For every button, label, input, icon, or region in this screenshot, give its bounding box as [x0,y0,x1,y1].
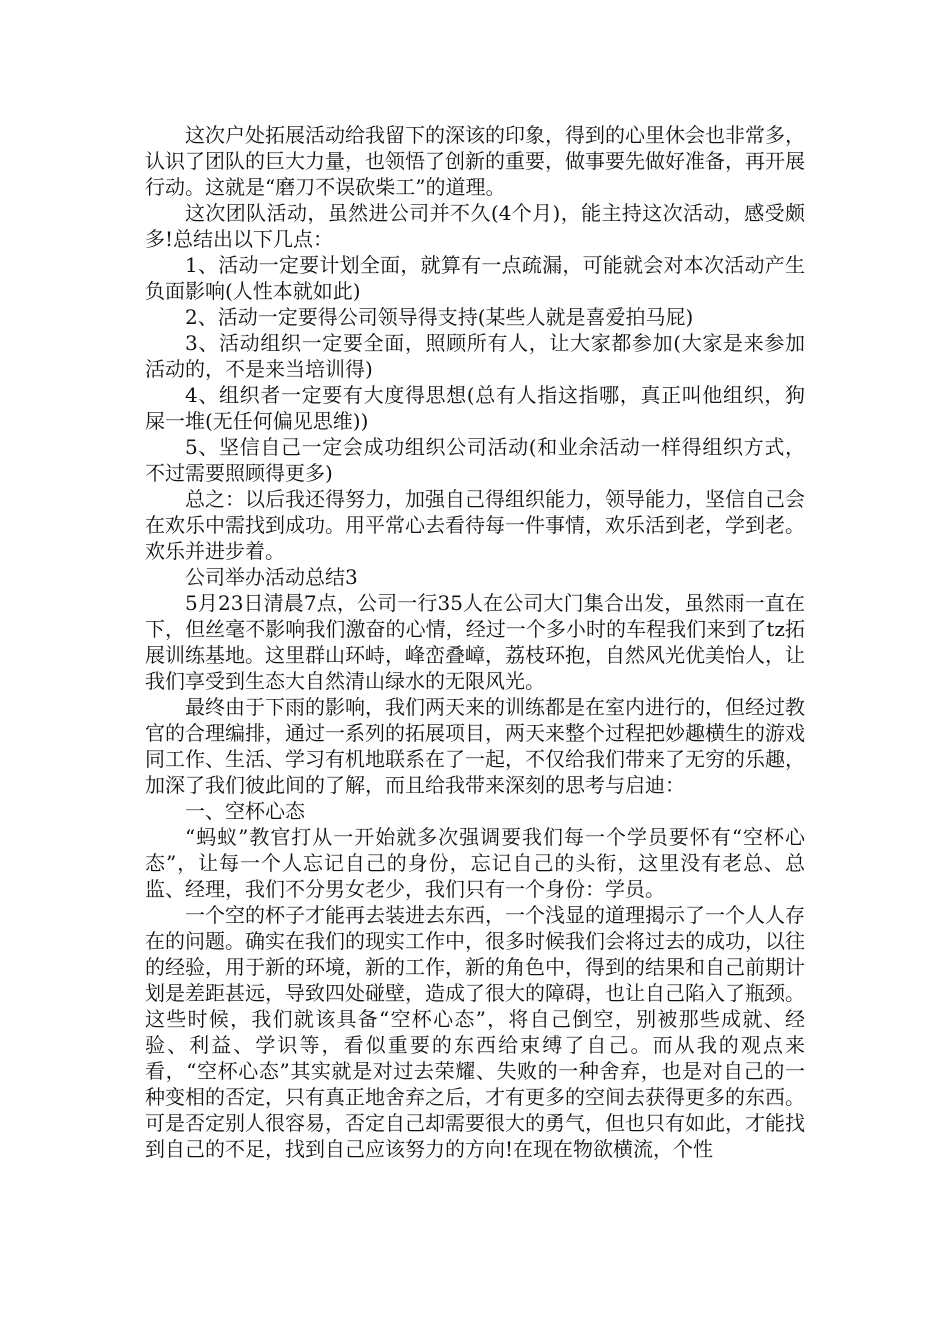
paragraph-summary: 总之：以后我还得努力，加强自己得组织能力，领导能力，坚信自己会在欢乐中需找到成功。用平常心去看待每一件事情，欢乐活到老，学到老。欢乐并进步着。 [145,487,805,563]
paragraph-reflection-intro: 这次户处拓展活动给我留下的深该的印象，得到的心里休会也非常多，认识了团队的巨大力量，也领悟了创新的重要，做事要先做好准备，再开展行动。这就是“磨刀不误砍柴工”的道理。 [145,123,805,199]
paragraph-point-5: 5、坚信自己一定会成功组织公司活动(和业余活动一样得组织方式，不过需要照顾得更多) [145,435,805,485]
paragraph-team-activity: 这次团队活动，虽然进公司并不久(4个月)，能主持这次活动，感受颇多!总结出以下几点： [145,201,805,251]
paragraph-instructor: “蚂蚁”教官打从一开始就多次强调要我们每一个学员要怀有“空杯心态”，让每一个人忘记自己的身份，忘记自己的头衔，这里没有老总、总监、经理，我们不分男女老少，我们只有一个身份：学员。 [145,825,805,901]
paragraph-point-1: 1、活动一定要计划全面，就算有一点疏漏，可能就会对本次活动产生负面影响(人性本就如此) [145,253,805,303]
section-heading-summary-3: 公司举办活动总结3 [185,565,358,589]
paragraph-indoor-training: 最终由于下雨的影响，我们两天来的训练都是在室内进行的，但经过教官的合理编排，通过一系列的拓展项目，两天来整个过程把妙趣横生的游戏同工作、生活、学习有机地联系在了一起，不仅给我们带来了无穷的乐趣，加深了我们彼此间的了解，而且给我带来深刻的思考与启迪： [145,695,805,797]
paragraph-point-2: 2、活动一定要得公司领导得支持(某些人就是喜爱拍马屁) [185,305,694,329]
paragraph-point-4: 4、组织者一定要有大度得思想(总有人指这指哪，真正叫他组织，狗屎一堆(无任何偏见思维)) [145,383,805,433]
paragraph-empty-cup-discussion: 一个空的杯子才能再去装进去东西，一个浅显的道理揭示了一个人人存在的问题。确实在我们的现实工作中，很多时候我们会将过去的成功，以往的经验，用于新的环境，新的工作，新的角色中，得到的结果和自己前期计划是差距甚远，导致四处碰壁，造成了很大的障碍，也让自己陷入了瓶颈。这些时候，我们就该具备“空杯心态”，将自己倒空，别被那些成就、经验、利益、学识等，看似重要的东西给束缚了自己。而从我的观点来看，“空杯心态”其实就是对过去荣耀、失败的一种舍弃，也是对自己的一种变相的否定，只有真正地舍弃之后，才有更多的空间去获得更多的东西。可是否定别人很容易，否定自己却需要很大的勇气，但也只有如此，才能找到自己的不足，找到自己应该努力的方向!在现在物欲横流，个性 [145,903,805,1161]
subheading-empty-cup: 一、空杯心态 [185,799,305,823]
document-body [145,122,805,1162]
paragraph-point-3: 3、活动组织一定要全面，照顾所有人，让大家都参加(大家是来参加活动的，不是来当培训得) [145,331,805,381]
paragraph-may-23: 5月23日清晨7点，公司一行35人在公司大门集合出发，虽然雨一直在下，但丝毫不影响我们激奋的心情，经过一个多小时的车程我们来到了tz拓展训练基地。这里群山环峙，峰峦叠嶂，荔枝环抱，自然风光优美怡人，让我们享受到生态大自然清山绿水的无限风光。 [145,591,805,693]
